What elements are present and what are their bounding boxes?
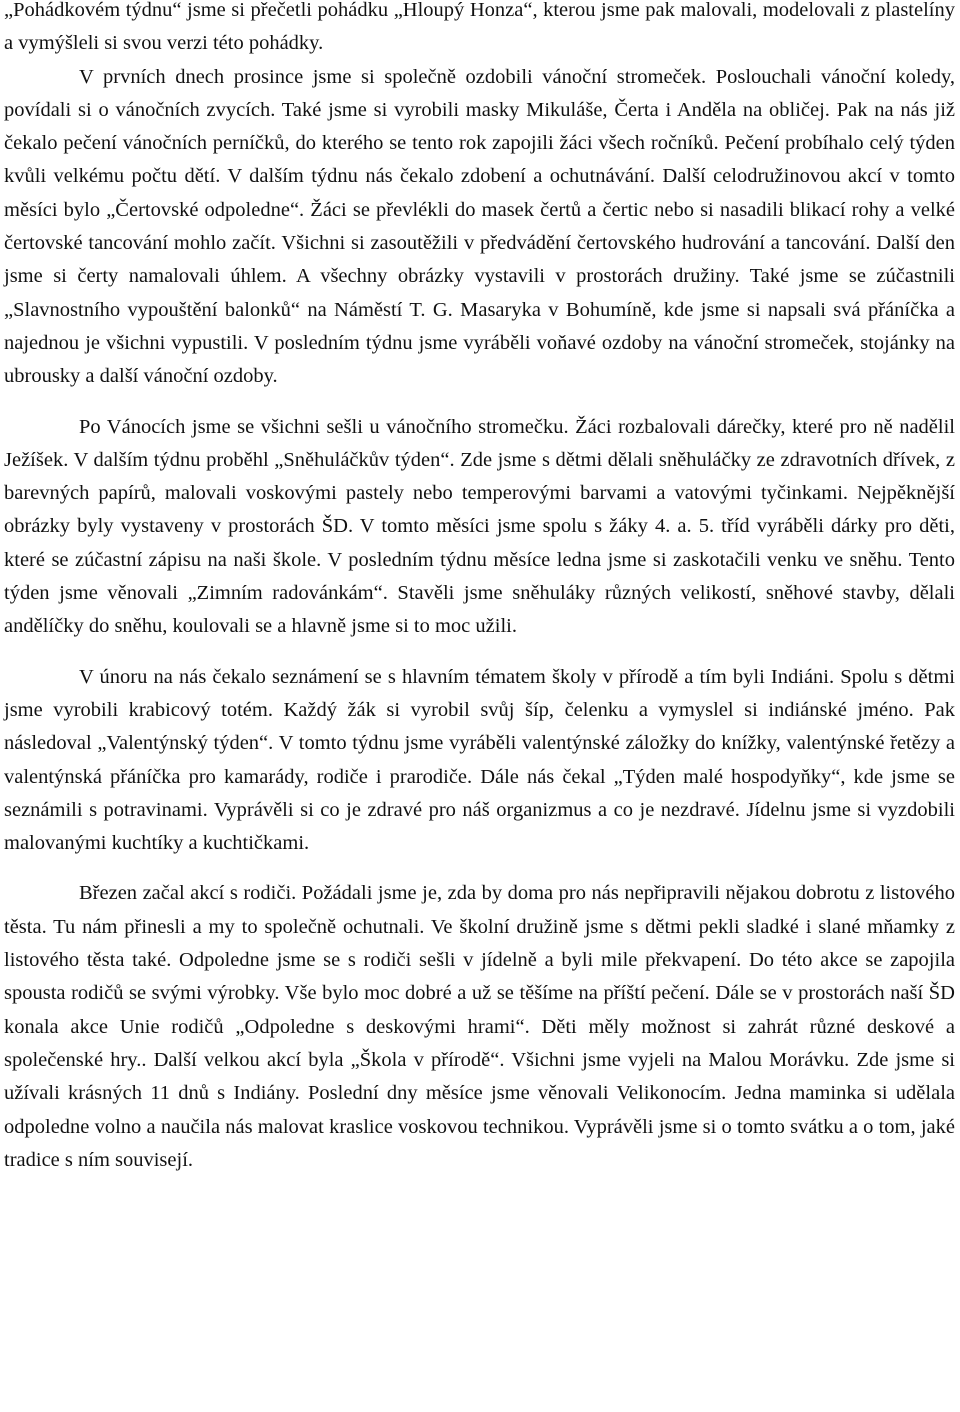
paragraph-unor: V únoru na nás čekalo seznámení se s hlavním tématem školy v přírodě a tím byli Indiáni. Spolu s dětmi jsme vyrobili krabicový totém. Každý žák si vyrobil svůj šíp, čelenku a vymyslel si indiánské jméno. Pak následoval „Valentýnský týden“. V tomto týdnu jsme vyráběli valentýnské záložky do knížky, valentýnské řetězy a valentýnská přáníčka pro kamarády, rodiče i prarodiče. Dále nás čekal „Týden malé hospodyňky“, kde jsme se seznámili s potravinami. Vyprávěli si co je zdravé pro náš organizmus a co je nezdravé. Jídelnu jsme si vyzdobili malovanými kuchtíky a kuchtičkami. [4, 665, 955, 855]
paragraph-prosinec: V prvních dnech prosince jsme si společně ozdobili vánoční stromeček. Poslouchali vánoční koledy, povídali si o vánočních zvycích. Také jsme si vyrobili masky Mikuláše, Čerta i Anděla na obličej. Pak na nás již čekalo pečení vánočních perníčků, do kterého se tento rok zapojili žáci všech ročníků. Pečení probíhalo celý týden kvůli velkému počtu dětí. V dalším týdnu nás čekalo zdobení a ochutnávání. Další celodružinovou akcí v tomto měsíci bylo „Čertovské odpoledne“. Žáci se převlékli do masek čertů a čertic nebo si nasadili blikací rohy a velké čertovské tancování mohlo začít. Všichni si zasoutěžili v předvádění čertovského hudrování a tancování. Další den jsme si čerty namalovali úhlem. A všechny obrázky vystavili v prostorách družiny. Také jsme se zúčastnili „Slavnostního vypouštění balonků“ na Náměstí T. G. Masaryka v Bohumíně, kde jsme si napsali svá přáníčka a najednou je všichni vypustili. V posledním týdnu jsme vyráběli voňavé ozdoby na vánoční stromeček, stojánky na ubrousky a další vánoční ozdoby. [4, 65, 955, 388]
paragraph-pohadkovy-tyden: „Pohádkovém týdnu“ jsme si přečetli pohádku „Hloupý Honza“, kterou jsme pak malovali, modelovali z plastelíny a vymýšleli si svou verzi této pohádky. [4, 0, 955, 55]
paragraph-brezen: Březen začal akcí s rodiči. Požádali jsme je, zda by doma pro nás nepřipravili nějakou dobrotu z listového těsta. Tu nám přinesli a my to společně ochutnali. Ve školní družině jsme s dětmi pekli sladké i slané mňamky z listového těsta také. Odpoledne jsme se s rodiči sešli v jídelně a byli mile překvapení. Do této akce se zapojila spousta rodičů se svými výrobky. Vše bylo moc dobré a už se těšíme na příští pečení. Dále se v prostorách naší ŠD konala akce Unie rodičů „Odpoledne s deskovými hrami“. Děti měly možnost si zahrát různé deskové a společenské hry.. Další velkou akcí byla „Škola v přírodě“. Všichni jsme vyjeli na Malou Morávku. Zde jsme si užívali krásných 11 dnů s Indiány. Poslední dny měsíce jsme věnovali Velikonocím. Jedna maminka si udělala odpoledne volno a naučila nás malovat kraslice voskovou technikou. Vyprávěli jsme si o tomto svátku a o tom, jaké tradice s ním souvisejí. [4, 882, 955, 1171]
document-page [4, 0, 955, 1177]
paragraph-leden: Po Vánocích jsme se všichni sešli u vánočního stromečku. Žáci rozbalovali dárečky, které pro ně nadělil Ježíšek. V dalším týdnu proběhl „Sněhuláčkův týden“. Zde jsme s dětmi dělali sněhuláčky ze zdravotních dřívek, z barevných papírů, malovali voskovými pastely nebo temperovými barvami a vatovými tyčinkami. Nejpěknější obrázky byly vystaveny v prostorách ŠD. V tomto měsíci jsme spolu s žáky 4. a. 5. tříd vyráběli dárky pro děti, které se zúčastní zápisu na naši škole. V posledním týdnu měsíce ledna jsme si zaskotačili venku ve sněhu. Tento týden jsme věnovali „Zimním radovánkám“. Stavěli jsme sněhuláky různých velikostí, sněhové stavby, dělali andělíčky do sněhu, koulovali se a hlavně jsme si to moc užili. [4, 415, 955, 638]
